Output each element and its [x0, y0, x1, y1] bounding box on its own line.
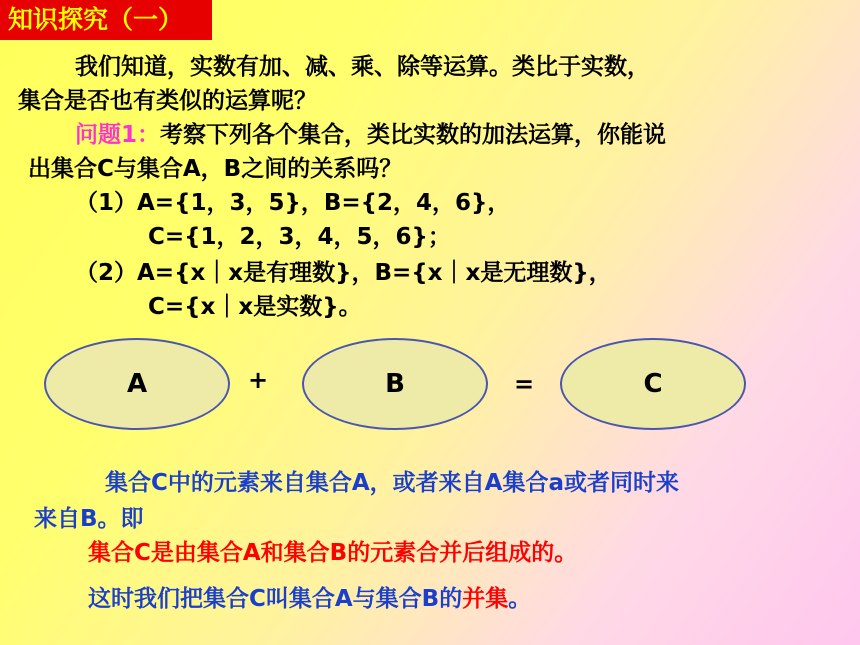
- example-1-line-2: C={1，2，3，4，5，6}；: [148, 224, 451, 250]
- plus-sign: +: [248, 366, 269, 394]
- union-term: 并集: [462, 586, 509, 612]
- final-line: [88, 584, 531, 614]
- example-2-line-1: （2）A={x｜x是有理数}，B={x｜x是无理数}，: [75, 260, 612, 286]
- question-text: 考察下列各个集合，类比实数的加法运算，你能说: [160, 122, 667, 148]
- intro-line-2: 集合是否也有类似的运算呢？: [18, 88, 317, 114]
- explanation-line-1: 集合C中的元素来自集合A，或者来自A集合a或者同时来: [105, 470, 680, 496]
- example-2-line-2: C={x｜x是实数}。: [148, 294, 362, 320]
- example-1-line-1: （1）A={1，3，5}，B={2，4，6}，: [75, 190, 511, 216]
- question-label: 问题1：: [75, 122, 161, 148]
- intro-line-1: 我们知道，实数有加、减、乘、除等运算。类比于实数，: [75, 54, 650, 80]
- question-line-2: 出集合C与集合A，B之间的关系吗？: [28, 156, 403, 182]
- equals-sign: =: [514, 370, 535, 398]
- set-b-ellipse: B: [302, 338, 488, 430]
- section-badge: 知识探究（一）: [0, 0, 212, 40]
- set-c-ellipse: C: [560, 338, 746, 430]
- set-a-ellipse: A: [44, 338, 230, 430]
- explanation-line-2: 来自B。即: [34, 506, 144, 532]
- question-line-1: [75, 120, 666, 150]
- explanation-red-line: 集合C是由集合A和集合B的元素合并后组成的。: [88, 540, 578, 566]
- final-prefix: 这时我们把集合C叫集合A与集合B的: [88, 586, 463, 612]
- final-suffix: 。: [508, 586, 532, 612]
